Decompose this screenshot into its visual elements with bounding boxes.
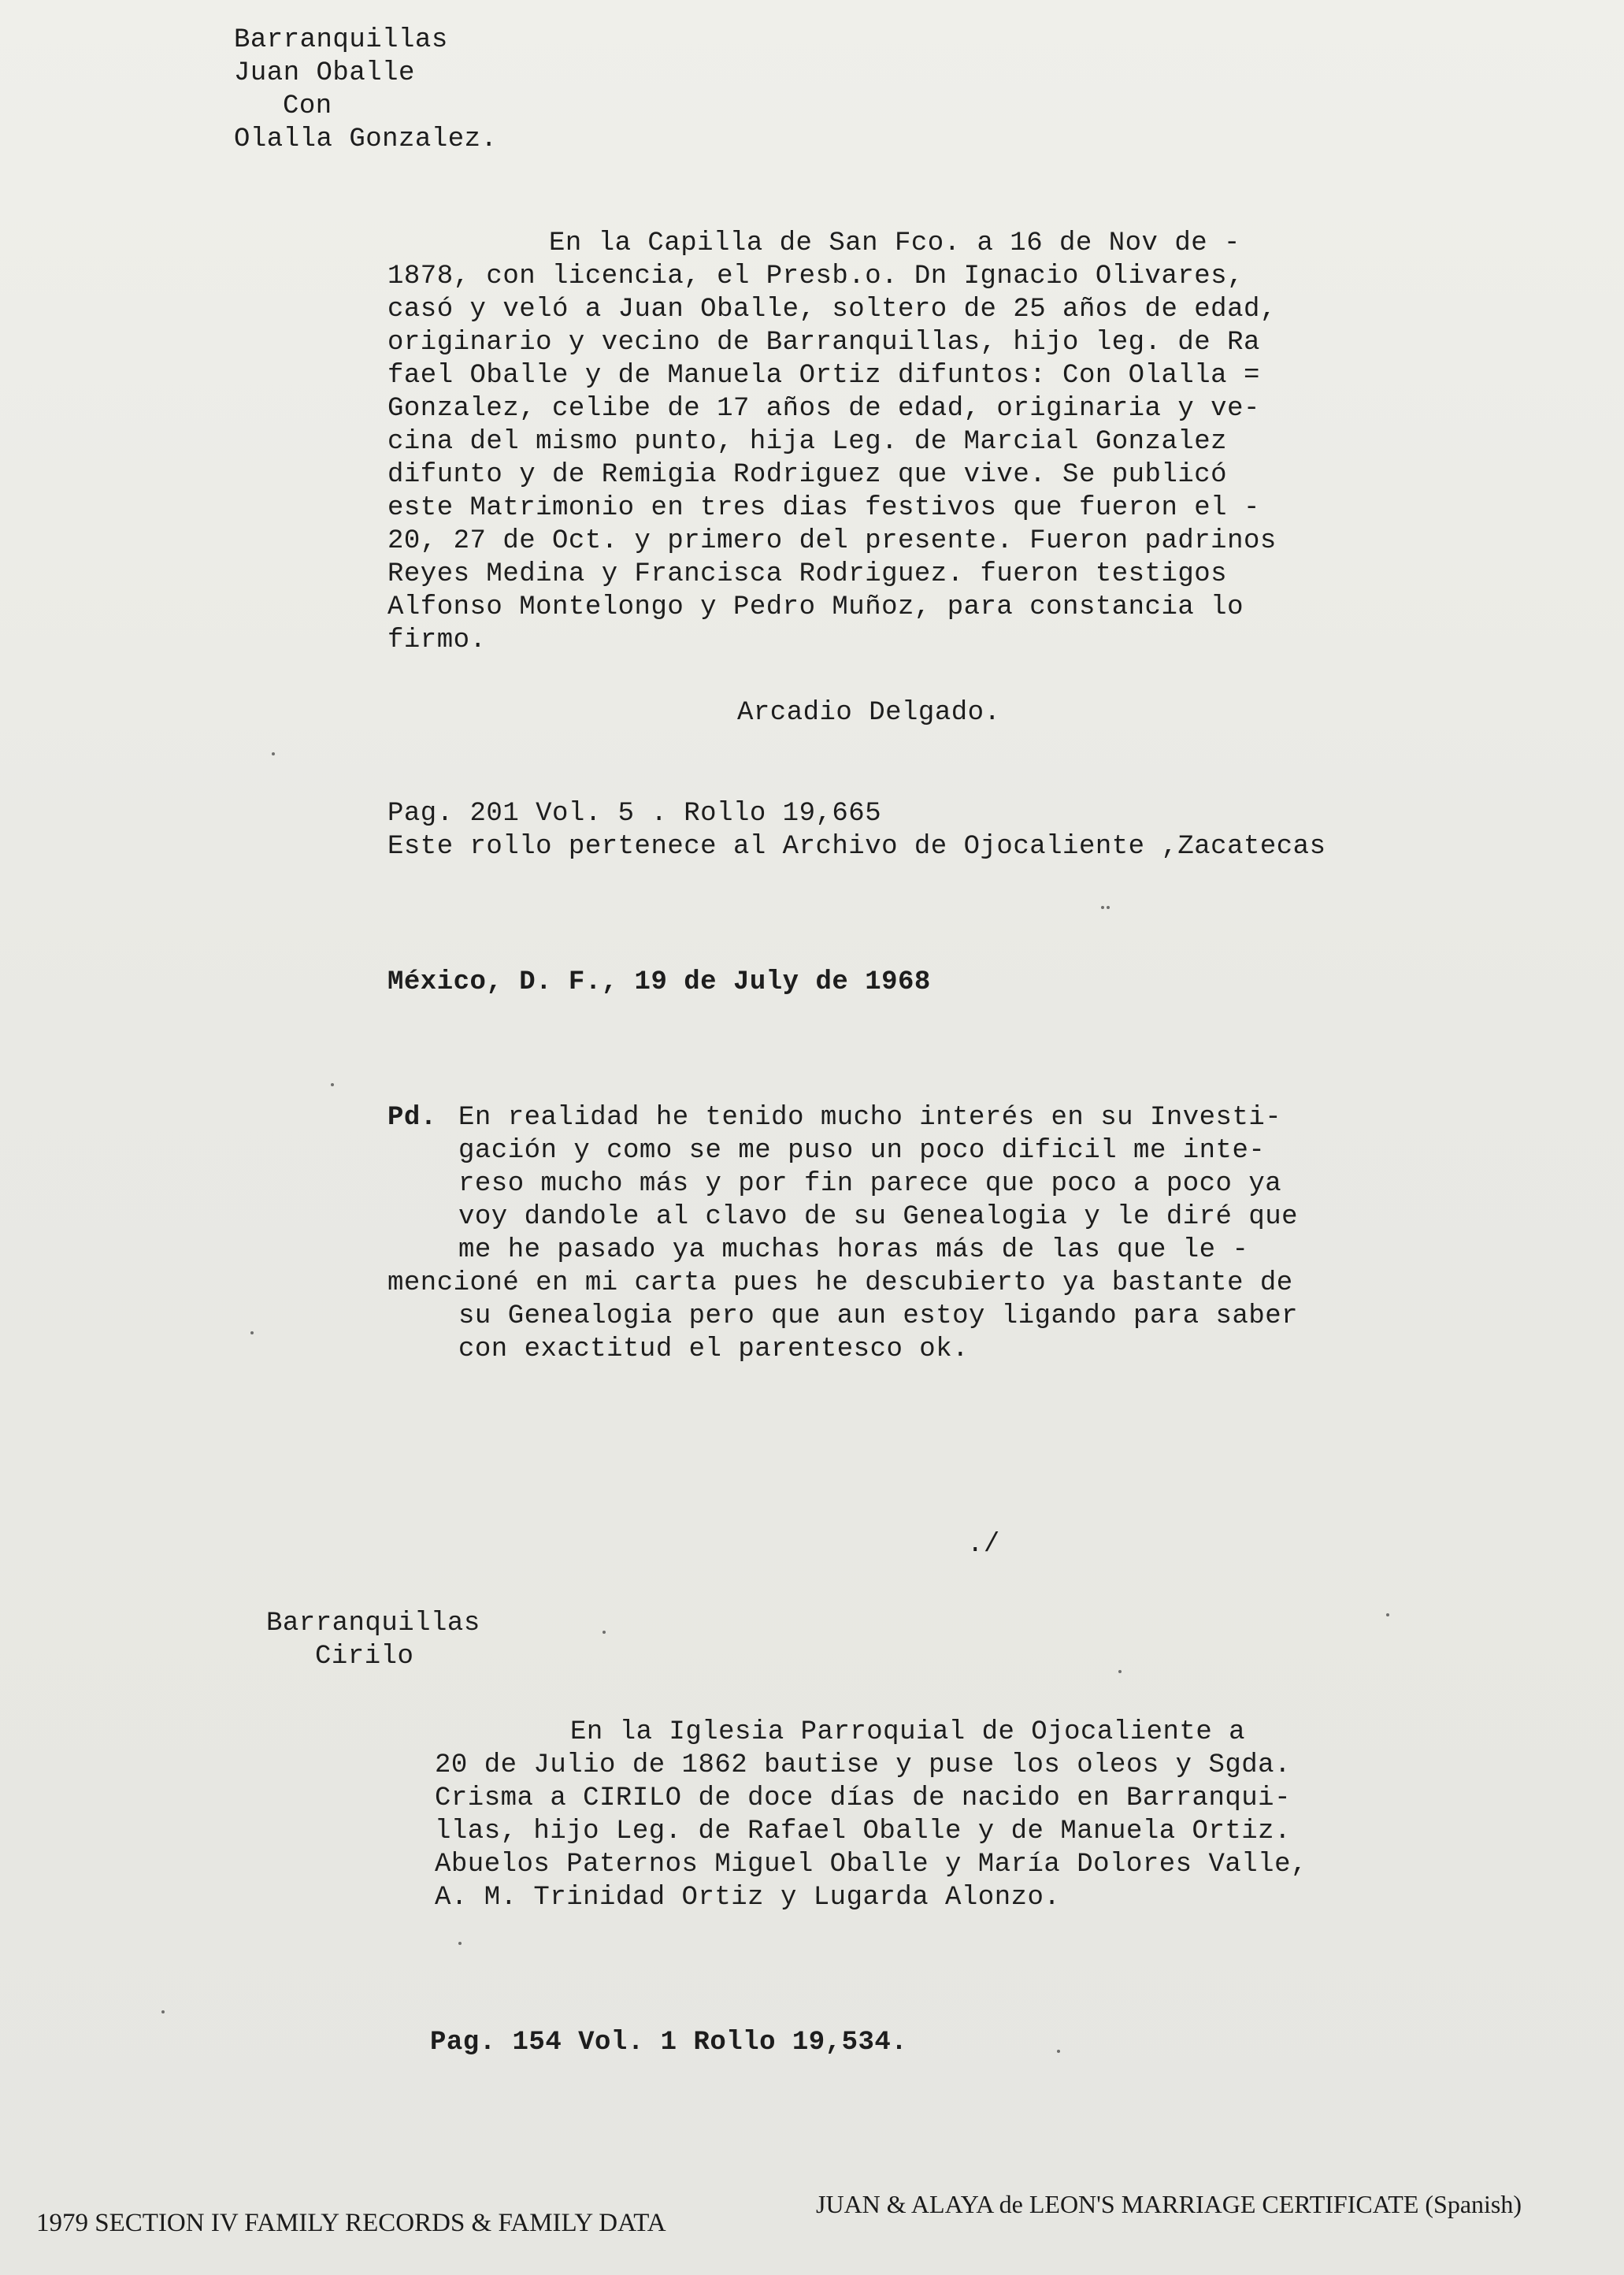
postscript-line: reso mucho más y por fin parece que poco a poco ya [458, 1169, 1282, 1199]
postscript-line: con exactitud el parentesco ok. [458, 1334, 970, 1364]
bleed-through-shadow [299, 898, 306, 928]
paper-speck [250, 1331, 254, 1334]
record1-body-line: este Matrimonio en tres dias festivos que fueron el - [387, 493, 1260, 523]
postscript-line: En realidad he tenido mucho interés en su Investi- [458, 1103, 1282, 1133]
record1-archive-note: Este rollo pertenece al Archivo de Ojocaliente ,Zacatecas [387, 832, 1326, 862]
postscript-initial-mark: ./ [967, 1530, 1000, 1560]
record1-body-line: casó y veló a Juan Oballe, soltero de 25 años de edad, [387, 295, 1277, 325]
record1-body-line: cina del mismo punto, hija Leg. de Marcial Gonzalez [387, 427, 1228, 457]
paper-speck [603, 1631, 606, 1634]
record2-heading-name: Cirilo [315, 1642, 414, 1672]
record1-heading [234, 24, 497, 156]
record1-heading-bride: Olalla Gonzalez. [234, 124, 498, 154]
record2-body-line: llas, hijo Leg. de Rafael Oballe y de Manuela Ortiz. [435, 1817, 1291, 1846]
record1-body-line: firmo. [387, 625, 487, 655]
record2-body [435, 1716, 1307, 1914]
record1-heading-con: Con [283, 91, 332, 121]
record2-body-line: 20 de Julio de 1862 bautise y puse los oleos y Sgda. [435, 1750, 1291, 1780]
record1-body-line: Alfonso Montelongo y Pedro Muñoz, para constancia lo [387, 592, 1244, 622]
record2-heading-place: Barranquillas [266, 1609, 480, 1639]
paper-speck [331, 1083, 334, 1086]
paper-speck [161, 2010, 165, 2013]
record1-body [387, 227, 1277, 657]
record1-body-line: 20, 27 de Oct. y primero del presente. Fueron padrinos [387, 526, 1277, 556]
record1-dateline: México, D. F., 19 de July de 1968 [387, 967, 931, 997]
record2-body-line: Abuelos Paternos Miguel Oballe y María Dolores Valle, [435, 1850, 1307, 1880]
record1-heading-place: Barranquillas [234, 25, 448, 55]
record1-body-line: Gonzalez, celibe de 17 años de edad, originaria y ve- [387, 394, 1260, 424]
record2-body-line: A. M. Trinidad Ortiz y Lugarda Alonzo. [435, 1883, 1061, 1913]
postscript-line: mencioné en mi carta pues he descubierto ya bastante de [387, 1268, 1293, 1298]
record2-body-line: Crisma a CIRILO de doce días de nacido en Barranqui- [435, 1783, 1291, 1813]
record1-reference: Pag. 201 Vol. 5 . Rollo 19,665 [387, 799, 882, 829]
paper-speck [1101, 906, 1104, 909]
paper-speck [1386, 1613, 1389, 1616]
record1-body-line: originario y vecino de Barranquillas, hijo leg. de Ra [387, 328, 1260, 358]
footer-left-caption: 1979 SECTION IV FAMILY RECORDS & FAMILY DATA [36, 2209, 666, 2237]
record1-heading-groom: Juan Oballe [234, 58, 415, 88]
record1-body-line: En la Capilla de San Fco. a 16 de Nov de - [549, 228, 1240, 258]
record2-heading [266, 1607, 480, 1673]
postscript-label: Pd. [387, 1103, 437, 1133]
record1-signature: Arcadio Delgado. [737, 698, 1001, 728]
postscript-line: gación y como se me puso un poco dificil me inte- [458, 1136, 1266, 1166]
record1-body-line: 1878, con licencia, el Presb.o. Dn Ignacio Olivares, [387, 262, 1244, 291]
record1-body-line: Reyes Medina y Francisca Rodriguez. fueron testigos [387, 559, 1228, 589]
record1-body-line: difunto y de Remigia Rodriguez que vive. Se publicó [387, 460, 1228, 490]
record1-body-line: fael Oballe y de Manuela Ortiz difuntos: Con Olalla = [387, 361, 1260, 391]
postscript-line: su Genealogia pero que aun estoy ligando para saber [458, 1301, 1299, 1331]
paper-speck [1057, 2050, 1060, 2053]
paper-speck [1118, 1670, 1122, 1673]
paper-speck [272, 752, 275, 755]
paper-speck [1107, 906, 1110, 909]
record2-body-line: En la Iglesia Parroquial de Ojocaliente a [570, 1717, 1246, 1747]
paper-speck [458, 1942, 462, 1945]
postscript-line: voy dandole al clavo de su Genealogia y le diré que [458, 1202, 1299, 1232]
footer-right-caption: JUAN & ALAYA de LEON'S MARRIAGE CERTIFICATE (Spanish) [816, 2190, 1522, 2218]
record2-reference: Pag. 154 Vol. 1 Rollo 19,534. [430, 2028, 908, 2058]
postscript-line: me he pasado ya muchas horas más de las que le - [458, 1235, 1249, 1265]
